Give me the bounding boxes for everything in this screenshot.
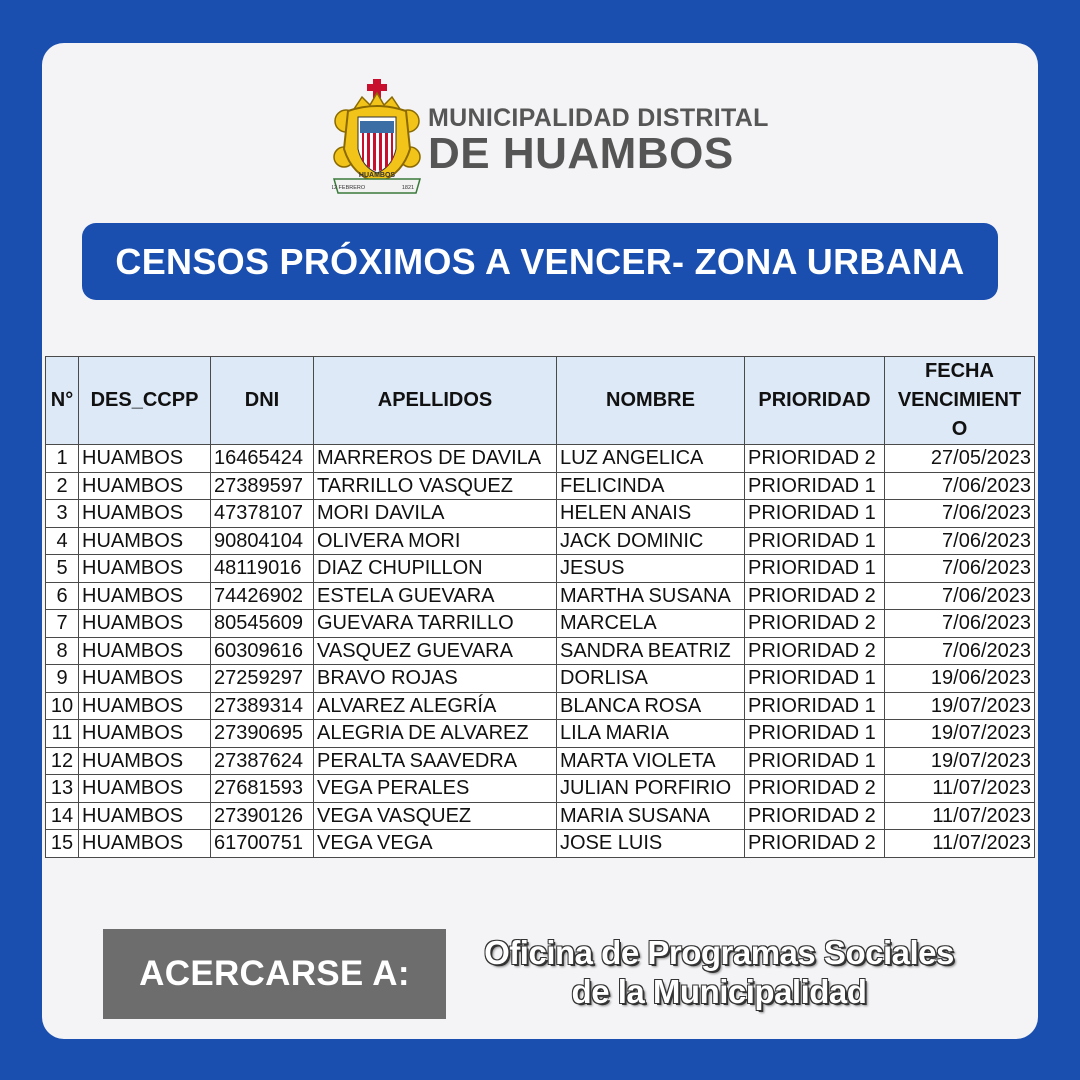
row-nombre: FELICINDA	[557, 472, 745, 500]
row-prioridad: PRIORIDAD 1	[745, 665, 885, 693]
row-prioridad: PRIORIDAD 2	[745, 445, 885, 473]
row-dni: 27387624	[211, 747, 314, 775]
page-title: CENSOS PRÓXIMOS A VENCER- ZONA URBANA	[115, 240, 965, 282]
row-number: 15	[46, 830, 79, 858]
row-nombre: MARIA SUSANA	[557, 802, 745, 830]
row-number: 11	[46, 720, 79, 748]
brand-line-2: DE HUAMBOS	[428, 129, 734, 178]
row-fecha: 7/06/2023	[885, 637, 1035, 665]
table-body	[46, 445, 1035, 858]
row-fecha: 11/07/2023	[885, 802, 1035, 830]
row-prioridad: PRIORIDAD 1	[745, 472, 885, 500]
row-apellidos: ESTELA GUEVARA	[314, 582, 557, 610]
row-des-ccpp: HUAMBOS	[79, 802, 211, 830]
logo-ribbon-text: HUAMBOS	[358, 172, 396, 179]
row-number: 12	[46, 747, 79, 775]
table-row	[46, 527, 1035, 555]
row-fecha: 7/06/2023	[885, 555, 1035, 583]
row-dni: 27390126	[211, 802, 314, 830]
row-apellidos: TARRILLO VASQUEZ	[314, 472, 557, 500]
table-row	[46, 637, 1035, 665]
footer-label: ACERCARSE A:	[139, 954, 410, 993]
row-dni: 47378107	[211, 500, 314, 528]
table-row	[46, 692, 1035, 720]
row-fecha: 19/06/2023	[885, 665, 1035, 693]
row-nombre: MARCELA	[557, 610, 745, 638]
table-row	[46, 665, 1035, 693]
row-des-ccpp: HUAMBOS	[79, 472, 211, 500]
row-number: 5	[46, 555, 79, 583]
table-row	[46, 747, 1035, 775]
row-dni: 27259297	[211, 665, 314, 693]
row-nombre: SANDRA BEATRIZ	[557, 637, 745, 665]
brand-line-1: MUNICIPALIDAD DISTRITAL	[428, 104, 769, 132]
row-des-ccpp: HUAMBOS	[79, 582, 211, 610]
row-dni: 74426902	[211, 582, 314, 610]
row-dni: 90804104	[211, 527, 314, 555]
row-dni: 48119016	[211, 555, 314, 583]
row-nombre: JESUS	[557, 555, 745, 583]
coat-of-arms-icon	[332, 79, 422, 197]
row-number: 8	[46, 637, 79, 665]
row-fecha: 7/06/2023	[885, 472, 1035, 500]
row-dni: 27681593	[211, 775, 314, 803]
row-fecha: 19/07/2023	[885, 747, 1035, 775]
row-fecha: 27/05/2023	[885, 445, 1035, 473]
table-row	[46, 830, 1035, 858]
table-row	[46, 610, 1035, 638]
row-prioridad: PRIORIDAD 1	[745, 555, 885, 583]
table-row	[46, 802, 1035, 830]
table-row	[46, 582, 1035, 610]
row-prioridad: PRIORIDAD 1	[745, 747, 885, 775]
row-des-ccpp: HUAMBOS	[79, 527, 211, 555]
row-des-ccpp: HUAMBOS	[79, 500, 211, 528]
table-row	[46, 500, 1035, 528]
row-nombre: DORLISA	[557, 665, 745, 693]
brand-name	[428, 105, 769, 177]
poster-card	[42, 43, 1038, 1039]
row-apellidos: MARREROS DE DAVILA	[314, 445, 557, 473]
row-des-ccpp: HUAMBOS	[79, 445, 211, 473]
row-des-ccpp: HUAMBOS	[79, 720, 211, 748]
row-number: 10	[46, 692, 79, 720]
table-row	[46, 472, 1035, 500]
table-row	[46, 775, 1035, 803]
table-row	[46, 720, 1035, 748]
row-number: 1	[46, 445, 79, 473]
footer-office-line-1: Oficina de Programas Sociales	[484, 934, 954, 971]
row-apellidos: VEGA VASQUEZ	[314, 802, 557, 830]
row-apellidos: MORI DAVILA	[314, 500, 557, 528]
row-apellidos: VEGA VEGA	[314, 830, 557, 858]
col-header-dni: DNI	[211, 357, 314, 445]
row-prioridad: PRIORIDAD 2	[745, 610, 885, 638]
row-prioridad: PRIORIDAD 2	[745, 582, 885, 610]
row-nombre: JULIAN PORFIRIO	[557, 775, 745, 803]
row-nombre: MARTA VIOLETA	[557, 747, 745, 775]
row-prioridad: PRIORIDAD 2	[745, 775, 885, 803]
table-row	[46, 555, 1035, 583]
row-fecha: 11/07/2023	[885, 775, 1035, 803]
row-prioridad: PRIORIDAD 1	[745, 527, 885, 555]
row-des-ccpp: HUAMBOS	[79, 830, 211, 858]
row-fecha: 7/06/2023	[885, 582, 1035, 610]
row-apellidos: DIAZ CHUPILLON	[314, 555, 557, 583]
row-fecha: 11/07/2023	[885, 830, 1035, 858]
row-fecha: 19/07/2023	[885, 720, 1035, 748]
row-number: 13	[46, 775, 79, 803]
row-apellidos: VEGA PERALES	[314, 775, 557, 803]
row-nombre: MARTHA SUSANA	[557, 582, 745, 610]
row-fecha: 7/06/2023	[885, 527, 1035, 555]
row-dni: 27389314	[211, 692, 314, 720]
row-fecha: 19/07/2023	[885, 692, 1035, 720]
col-header-apellidos: APELLIDOS	[314, 357, 557, 445]
row-des-ccpp: HUAMBOS	[79, 665, 211, 693]
census-table	[45, 356, 1035, 858]
row-nombre: LILA MARIA	[557, 720, 745, 748]
col-header-nombre: NOMBRE	[557, 357, 745, 445]
row-dni: 60309616	[211, 637, 314, 665]
row-fecha: 7/06/2023	[885, 610, 1035, 638]
row-dni: 27389597	[211, 472, 314, 500]
row-des-ccpp: HUAMBOS	[79, 747, 211, 775]
row-nombre: JOSE LUIS	[557, 830, 745, 858]
row-prioridad: PRIORIDAD 2	[745, 802, 885, 830]
row-apellidos: GUEVARA TARRILLO	[314, 610, 557, 638]
row-des-ccpp: HUAMBOS	[79, 555, 211, 583]
row-prioridad: PRIORIDAD 1	[745, 720, 885, 748]
row-number: 3	[46, 500, 79, 528]
row-des-ccpp: HUAMBOS	[79, 637, 211, 665]
row-fecha: 7/06/2023	[885, 500, 1035, 528]
row-prioridad: PRIORIDAD 2	[745, 637, 885, 665]
row-des-ccpp: HUAMBOS	[79, 610, 211, 638]
row-prioridad: PRIORIDAD 1	[745, 692, 885, 720]
row-apellidos: ALVAREZ ALEGRÍA	[314, 692, 557, 720]
row-dni: 27390695	[211, 720, 314, 748]
col-header-des-ccpp: DES_CCPP	[79, 357, 211, 445]
table-row	[46, 445, 1035, 473]
row-des-ccpp: HUAMBOS	[79, 775, 211, 803]
row-nombre: LUZ ANGELICA	[557, 445, 745, 473]
footer-office-line-2: de la Municipalidad	[571, 973, 867, 1010]
row-number: 4	[46, 527, 79, 555]
footer-label-box	[103, 929, 446, 1019]
table-header-row	[46, 357, 1035, 445]
col-header-fecha-vencimiento: FECHA VENCIMIENT O	[885, 357, 1035, 445]
title-banner	[82, 223, 998, 300]
row-apellidos: BRAVO ROJAS	[314, 665, 557, 693]
row-des-ccpp: HUAMBOS	[79, 692, 211, 720]
row-number: 9	[46, 665, 79, 693]
row-number: 6	[46, 582, 79, 610]
logo-ribbon-left: 12 FEBRERO	[332, 185, 366, 191]
logo-ribbon-right: 1821	[401, 185, 415, 191]
row-apellidos: VASQUEZ GUEVARA	[314, 637, 557, 665]
row-prioridad: PRIORIDAD 2	[745, 830, 885, 858]
row-number: 2	[46, 472, 79, 500]
col-header-prioridad: PRIORIDAD	[745, 357, 885, 445]
row-apellidos: OLIVERA MORI	[314, 527, 557, 555]
row-dni: 61700751	[211, 830, 314, 858]
footer-office	[454, 933, 984, 1011]
row-nombre: HELEN ANAIS	[557, 500, 745, 528]
row-apellidos: ALEGRIA DE ALVAREZ	[314, 720, 557, 748]
row-number: 14	[46, 802, 79, 830]
row-dni: 16465424	[211, 445, 314, 473]
row-number: 7	[46, 610, 79, 638]
row-apellidos: PERALTA SAAVEDRA	[314, 747, 557, 775]
col-header-number: N°	[46, 357, 79, 445]
row-prioridad: PRIORIDAD 1	[745, 500, 885, 528]
row-nombre: JACK DOMINIC	[557, 527, 745, 555]
row-dni: 80545609	[211, 610, 314, 638]
row-nombre: BLANCA ROSA	[557, 692, 745, 720]
